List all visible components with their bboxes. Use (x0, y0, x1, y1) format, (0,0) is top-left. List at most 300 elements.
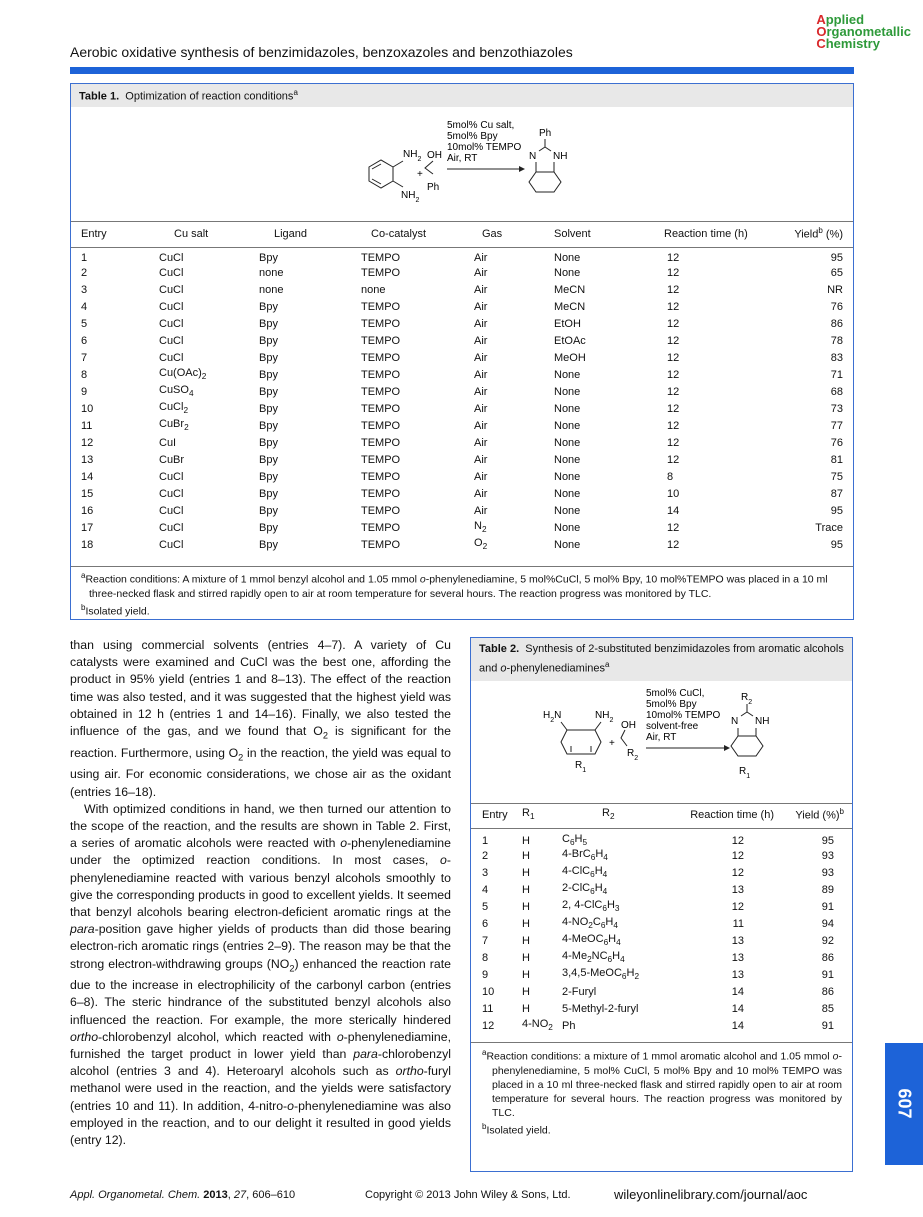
table-cell: Air (474, 504, 488, 517)
table-row (81, 434, 843, 451)
table-cell: Bpy (259, 300, 278, 313)
table-cell: 2 (81, 266, 88, 279)
table-2-header-rule (471, 828, 852, 829)
table-cell: TEMPO (361, 487, 401, 500)
plus-sign: + (417, 169, 423, 180)
table-cell: 2-Furyl (562, 985, 597, 998)
table-cell: 95 (830, 504, 843, 517)
table-cell: 73 (830, 402, 843, 415)
table-row (81, 242, 843, 264)
table-cell: CuCl (159, 521, 184, 534)
table-cell: 76 (830, 436, 843, 449)
table-1-header-rule (71, 247, 853, 248)
diamine-structure (369, 160, 403, 188)
table-cell: $O_2$ (474, 537, 488, 552)
table-row (81, 417, 843, 434)
table-cell: TEMPO (361, 504, 401, 517)
table-cell: Trace (815, 521, 843, 534)
table-row (482, 949, 844, 966)
table-cell: 6 (482, 917, 489, 930)
table-cell: 11 (482, 1002, 494, 1015)
table-cell: CuSO$_4$ (159, 384, 194, 399)
table-2-footnote-a: $^a$Reaction conditions: a mixture of 1 mmol aromatic alcohol and 1.05 mmol o-phenylenediamine, 5 mol% CuCl, 5 mol% Bpy and 10 mol% TEMPO was placed in a 10 ml three-necked flask and stirred rapidly open to air at room temperature for several hours. The reaction progress was monitored by TLC. (482, 1048, 842, 1119)
table-cell: 86 (830, 317, 843, 330)
table-cell: NR (827, 283, 843, 296)
table-cell: 12 (667, 521, 680, 534)
table-1-grid (81, 225, 843, 553)
table-cell: Bpy (259, 368, 278, 381)
table-row (81, 400, 843, 417)
table-1-footnote-b: $^b$Isolated yield. (81, 602, 150, 617)
table-cell: CuI (159, 436, 177, 449)
col-cu-salt: Cu salt (174, 227, 209, 240)
table-2-label: Table 2. (479, 643, 520, 655)
table-cell: 83 (830, 351, 843, 364)
t2-col-r2: $R_2$ (602, 807, 615, 822)
table-cell: TEMPO (361, 385, 401, 398)
product-n-label-2: N (731, 716, 739, 727)
table-cell: Bpy (259, 252, 278, 264)
table-cell: H (522, 968, 530, 981)
table-cell: H (522, 1002, 530, 1015)
table-cell: Air (474, 266, 488, 279)
table-row (482, 983, 844, 1000)
table-cell: H (522, 883, 530, 896)
table-2-title: Synthesis of 2-substituted benzimidazoles from aromatic alcohols and o-phenylenediamines (479, 643, 844, 675)
table-row (81, 536, 843, 553)
table-2-footnotes (482, 1046, 842, 1137)
table-cell: $4-MeOC_6H_4$ (562, 933, 621, 948)
table-cell: Air (474, 470, 488, 483)
table-cell: 12 (667, 436, 680, 449)
table-cell: 16 (81, 504, 94, 517)
paragraph-1: than using commercial solvents (entries 4–7). A variety of Cu catalysts were examined and CuCl was the best one, affording the product in 95% yield (entries 1 and 8–13). The effect of the reaction time was also tested, and it was suggested that the highest yield was obtained in 12 h (entries 1 and 14–16). Finally, we also tested the influence of the gas, and we found that $O_2$ is significant for the reaction. Furthermore, using $O_2$ in the reaction, the yield was equal to using air. For economic considerations, we chose air as the oxidant (entries 16–18). (70, 638, 451, 799)
table-cell: None (554, 436, 581, 449)
table-1-header-row (81, 225, 843, 242)
t2-col-yield: Yield (%)$^b$ (795, 807, 844, 822)
footer-url[interactable]: wileyonlinelibrary.com/journal/aoc (614, 1187, 808, 1202)
table-cell: $C_6H_5$ (562, 832, 588, 847)
table-row (482, 966, 844, 983)
conditions2-line-5: Air, RT (646, 732, 677, 743)
table-row (81, 485, 843, 502)
table-cell: 7 (482, 934, 489, 947)
table-cell: 14 (731, 1002, 744, 1015)
table-cell: $4-NO_2$ (522, 1018, 553, 1033)
table-cell: 14 (731, 985, 744, 998)
footer-citation: Appl. Organometal. Chem. 2013, 27, 606–610 (70, 1189, 296, 1201)
h2n-label: $H_2N$ (543, 710, 562, 724)
table-row (482, 864, 844, 881)
table-cell: 12 (667, 368, 680, 381)
table-cell: 14 (667, 504, 680, 517)
table-cell: Bpy (259, 402, 278, 415)
table-cell: 13 (731, 934, 744, 947)
arrow-head-2 (724, 745, 730, 751)
product-r1-label: $R_1$ (739, 766, 751, 780)
table-1-caption (71, 84, 853, 107)
col-gas: Gas (482, 227, 503, 240)
table-cell: Air (474, 283, 488, 296)
table-2 (470, 637, 853, 1172)
table-cell: 12 (731, 849, 744, 862)
table-cell: 4 (81, 300, 88, 313)
table-1-title: Optimization of reaction conditions (125, 90, 294, 103)
table-cell: Air (474, 385, 488, 398)
table-cell: None (554, 252, 581, 264)
table-cell: TEMPO (361, 351, 401, 364)
conditions2-line-4: solvent-free (646, 721, 699, 732)
table-cell: EtOAc (554, 334, 586, 347)
table-2-scheme (471, 680, 852, 790)
table-cell: 18 (81, 538, 94, 551)
table-cell: Bpy (259, 521, 278, 534)
table-cell: Air (474, 351, 488, 364)
table-cell: H (522, 934, 530, 947)
table-cell: CuCl (159, 252, 184, 264)
table-cell: 17 (81, 521, 94, 534)
r1-reactant-label: $R_1$ (575, 760, 587, 774)
table-cell: None (554, 504, 581, 517)
col-solvent: Solvent (554, 227, 591, 240)
benzyl-alcohol-bonds (425, 161, 433, 174)
table-cell: 87 (830, 487, 843, 500)
table-cell: Air (474, 300, 488, 313)
table-cell: Air (474, 368, 488, 381)
table-cell: 13 (81, 453, 94, 466)
table-cell: 7 (81, 351, 88, 364)
table-cell: TEMPO (361, 252, 401, 264)
table-cell: 10 (81, 402, 94, 415)
col-ligand: Ligand (274, 227, 308, 240)
table-cell: 12 (667, 351, 680, 364)
table-cell: 12 (667, 266, 680, 279)
table-cell: Bpy (259, 487, 278, 500)
table-cell: 6 (81, 334, 88, 347)
table-cell: TEMPO (361, 266, 401, 279)
table-row (81, 519, 843, 536)
ph-reactant-label: Ph (427, 182, 440, 193)
table-cell: Air (474, 252, 488, 264)
table-cell: TEMPO (361, 300, 401, 313)
table-cell: 13 (731, 883, 744, 896)
table-cell: TEMPO (361, 521, 401, 534)
table-cell: 12 (667, 300, 680, 313)
table-row (81, 298, 843, 315)
table-cell: H (522, 900, 530, 913)
product-nh-label: NH (553, 151, 568, 162)
conditions-line-2: 5mol% Bpy (447, 131, 498, 142)
table-cell: 12 (81, 436, 94, 449)
table-row (81, 502, 843, 519)
product-r2-label: $R_2$ (741, 692, 753, 706)
table-cell: $4-BrC_6H_4$ (562, 848, 608, 863)
table-cell: Air (474, 487, 488, 500)
table-row (81, 264, 843, 281)
table-cell: 11 (81, 419, 93, 432)
table-row (81, 451, 843, 468)
table-1-top-rule (71, 221, 853, 222)
table-cell: Bpy (259, 504, 278, 517)
table-cell: Air (474, 453, 488, 466)
table-cell: 93 (821, 866, 834, 879)
table-cell: Air (474, 402, 488, 415)
table-row (81, 383, 843, 400)
table-cell: 12 (731, 835, 744, 847)
col-co-catalyst: Co-catalyst (371, 227, 427, 240)
table-cell: Bpy (259, 334, 278, 347)
header-rule (70, 67, 854, 74)
table-cell: 3 (81, 283, 88, 296)
table-2-title-sup: a (605, 660, 610, 669)
table-cell: 14 (81, 470, 94, 483)
table-2-footnote-b: $^b$Isolated yield. (482, 1121, 551, 1136)
table-cell: 8 (667, 470, 674, 483)
table-cell: CuCl (159, 538, 184, 551)
table-cell: 92 (821, 934, 834, 947)
table-cell: TEMPO (361, 419, 401, 432)
table-cell: 8 (482, 951, 489, 964)
table-cell: 12 (667, 538, 680, 551)
table-cell: CuBr (159, 453, 185, 466)
table-cell: 78 (830, 334, 843, 347)
table-cell: 12 (667, 252, 680, 264)
conditions2-line-2: 5mol% Bpy (646, 699, 697, 710)
table-cell: Bpy (259, 453, 278, 466)
table-cell: CuCl (159, 283, 184, 296)
table-cell: 10 (667, 487, 680, 500)
arrow-head (519, 166, 525, 172)
table-cell: MeOH (554, 351, 586, 364)
table-cell: CuCl (159, 351, 184, 364)
t2-col-reaction-time: Reaction time (h) (690, 808, 774, 821)
table-cell: 1 (81, 252, 88, 264)
page-number-tab (885, 1043, 923, 1165)
table-cell: $3,4,5-MeOC_6H_2$ (562, 967, 640, 982)
table-cell: 95 (830, 252, 843, 264)
table-cell: EtOH (554, 317, 581, 330)
table-2-bottom-rule (471, 1042, 852, 1043)
oh-label-2: OH (621, 720, 636, 731)
table-cell: None (554, 538, 581, 551)
table-cell: CuCl (159, 487, 184, 500)
diamine-ring (561, 722, 601, 754)
table-cell: 81 (830, 453, 843, 466)
conditions-line-4: Air, RT (447, 153, 478, 164)
footer-copyright: Copyright © 2013 John Wiley & Sons, Ltd. (365, 1189, 571, 1201)
table-1-footnotes (81, 569, 845, 618)
table-cell: $4-ClC_6H_4$ (562, 865, 608, 880)
table-cell: 12 (667, 385, 680, 398)
table-cell: 71 (830, 368, 843, 381)
conditions2-line-1: 5mol% CuCl, (646, 688, 705, 699)
table-cell: None (554, 385, 581, 398)
table-cell: 9 (81, 385, 88, 398)
table-cell: None (554, 266, 581, 279)
table-cell: $2-ClC_6H_4$ (562, 882, 608, 897)
table-row (81, 332, 843, 349)
table-1 (70, 83, 854, 620)
table-cell: Bpy (259, 351, 278, 364)
table-cell: 12 (482, 1019, 495, 1032)
table-2-top-rule (471, 803, 852, 804)
table-cell: CuCl (159, 300, 184, 313)
table-cell: $4-NO_2C_6H_4$ (562, 916, 618, 931)
table-cell: TEMPO (361, 368, 401, 381)
table-cell: Ph (562, 1019, 576, 1032)
table-cell: Air (474, 419, 488, 432)
table-1-footnote-a: $^a$Reaction conditions: A mixture of 1 mmol benzyl alcohol and 1.05 mmol o-phenylenediamine, 5 mol%CuCl, 5 mol% Bpy, 10 mol%TEMPO was placed in a 10 ml three-necked flask and stirred rapidly open to air at room temperature for several hours. The reaction progress was monitored by TLC. (81, 571, 828, 600)
table-cell: Air (474, 334, 488, 347)
table-cell: TEMPO (361, 436, 401, 449)
table-cell: 76 (830, 300, 843, 313)
table-cell: TEMPO (361, 334, 401, 347)
table-cell: 9 (482, 968, 489, 981)
table-cell: MeCN (554, 300, 586, 313)
table-cell: 93 (821, 849, 834, 862)
running-title: Aerobic oxidative synthesis of benzimidazoles, benzoxazoles and benzothiazoles (70, 44, 573, 60)
table-cell: 5-Methyl-2-furyl (562, 1002, 639, 1015)
table-cell: CuCl (159, 334, 184, 347)
nh2-top-label: $NH_2$ (403, 149, 422, 163)
table-cell: CuCl (159, 470, 184, 483)
table-cell: $N_2$ (474, 520, 487, 535)
table-cell: 12 (731, 866, 744, 879)
col-reaction-time: Reaction time (h) (664, 227, 748, 240)
paragraph-2: With optimized conditions in hand, we then turned our attention to the scope of the reaction, and the results are shown in Table 2. First, a series of aromatic alcohols were reacted with o-phenylenediamine under the optimized reaction conditions. In most cases, o-phenylenediamine reacted with various benzyl alcohols smoothly to give the corresponding products in good to excellent yields. It seemed that benzyl alcohols bearing electron-deficient aromatic rings at the para-position gave higher yields of products than did those bearing electron-rich aromatic rings (entries 2–9). The reason may be that the strong electron-withdrawing groups $(NO_2)$ enhanced the reaction rate due to the increase in electrophilicity of the carbonyl carbon (entries 6–8). The steric hindrance of the substituted benzyl alcohols also influenced the reaction. For example, the more sterically hindered ortho-chlorobenzyl alcohol, which reacted with o-phenylenediamine, furnished the target product in lower yield than para-chlorobenzyl alcohol (entries 3 and 4). Heteroaryl alcohols such as ortho-furyl methanol were used in the reaction, and the yields were satisfactory (entries 10 and 11). In addition, 4-nitro-o-phenylenediamine was also employed in the reaction, and to our delight it resulted in good yields (entry 12). (70, 801, 451, 1148)
conditions-line-3: 10mol% TEMPO (447, 142, 522, 153)
nh2-bottom-label: $NH_2$ (401, 190, 420, 204)
table-cell: 15 (81, 487, 94, 500)
table-cell: H (522, 951, 530, 964)
table-cell: None (554, 419, 581, 432)
table-cell: CuCl (159, 504, 184, 517)
conditions2-line-3: 10mol% TEMPO (646, 710, 721, 721)
table-1-bottom-rule (71, 566, 853, 567)
table-cell: 86 (821, 985, 834, 998)
table-cell: 95 (830, 538, 843, 551)
table-row (482, 915, 844, 932)
table-cell: 65 (830, 266, 843, 279)
table-cell: 68 (830, 385, 843, 398)
table-cell: 12 (667, 402, 680, 415)
table-cell: 12 (667, 317, 680, 330)
conditions-line-1: 5mol% Cu salt, (447, 120, 515, 131)
plus-sign-2: + (609, 738, 615, 749)
t2-col-entry: Entry (482, 808, 508, 821)
table-cell: none (259, 283, 284, 296)
table-row (482, 823, 844, 847)
table-cell: None (554, 453, 581, 466)
table-cell: None (554, 368, 581, 381)
table-cell: 94 (821, 917, 834, 930)
table-cell: 11 (732, 917, 744, 930)
product-ph-label: Ph (539, 128, 552, 139)
table-cell: None (554, 521, 581, 534)
table-cell: Bpy (259, 317, 278, 330)
table-cell: 91 (821, 900, 834, 913)
table-cell: TEMPO (361, 470, 401, 483)
product-n-label: N (529, 151, 537, 162)
table-row (482, 898, 844, 915)
oh-label: OH (427, 150, 442, 161)
table-1-label: Table 1. (79, 90, 120, 103)
table-cell: CuCl (159, 317, 184, 330)
table-row (81, 315, 843, 332)
table-cell: 86 (821, 951, 834, 964)
table-cell: H (522, 866, 530, 879)
col-yield: Yield$^b$ (%) (794, 226, 843, 241)
table-cell: 77 (830, 419, 843, 432)
table-cell: none (361, 283, 386, 296)
table-cell: 13 (731, 968, 744, 981)
table-1-title-sup: a (293, 88, 298, 97)
table-cell: 89 (821, 883, 834, 896)
table-cell: 8 (81, 368, 88, 381)
table-cell: CuCl (159, 266, 184, 279)
table-cell: Bpy (259, 436, 278, 449)
table-cell: Bpy (259, 470, 278, 483)
table-cell: 1 (482, 835, 489, 847)
table-cell: 12 (667, 283, 680, 296)
table-2-grid (482, 806, 844, 1034)
table-cell: H (522, 849, 530, 862)
table-cell: 85 (821, 1002, 834, 1015)
table-cell: 5 (482, 900, 489, 913)
table-cell: 91 (821, 1019, 834, 1032)
table-cell: Air (474, 436, 488, 449)
table-cell: H (522, 835, 530, 847)
table-cell: 2, $4-ClC_6H_3$ (562, 899, 620, 914)
table-row (482, 881, 844, 898)
page-number: 607 (894, 1088, 915, 1119)
table-cell: 10 (482, 985, 495, 998)
table-row (81, 468, 843, 485)
product-nh-label-2: NH (755, 716, 770, 727)
table-row (482, 1000, 844, 1017)
t2-col-r1: $R_1$ (522, 807, 535, 822)
table-cell: 75 (830, 470, 843, 483)
r2-reactant-label: $R_2$ (627, 748, 639, 762)
table-cell: 4 (482, 883, 489, 896)
table-cell: TEMPO (361, 538, 401, 551)
table-row (81, 281, 843, 298)
table-cell: 12 (667, 419, 680, 432)
table-cell: 12 (667, 334, 680, 347)
table-1-scheme (71, 112, 853, 222)
table-cell: 91 (821, 968, 834, 981)
table-row (482, 932, 844, 949)
table-cell: none (259, 266, 284, 279)
table-cell: None (554, 487, 581, 500)
nh2-label: $NH_2$ (595, 710, 614, 724)
table-cell: H (522, 917, 530, 930)
table-cell: 12 (667, 453, 680, 466)
table-cell: TEMPO (361, 453, 401, 466)
table-cell: $4-Me_2NC_6H_4$ (562, 950, 625, 965)
table-2-caption (471, 638, 852, 681)
table-cell: TEMPO (361, 402, 401, 415)
table-cell: Bpy (259, 419, 278, 432)
journal-logo: Applied Organometallic Chemistry (816, 12, 911, 51)
table-cell: 12 (731, 900, 744, 913)
table-cell: MeCN (554, 283, 586, 296)
table-cell: Air (474, 317, 488, 330)
table-cell: 3 (482, 866, 489, 879)
table-row (482, 1017, 844, 1034)
table-cell: $Cu(OAc)_2$ (159, 367, 207, 382)
table-cell: CuCl$_2$ (159, 401, 189, 416)
